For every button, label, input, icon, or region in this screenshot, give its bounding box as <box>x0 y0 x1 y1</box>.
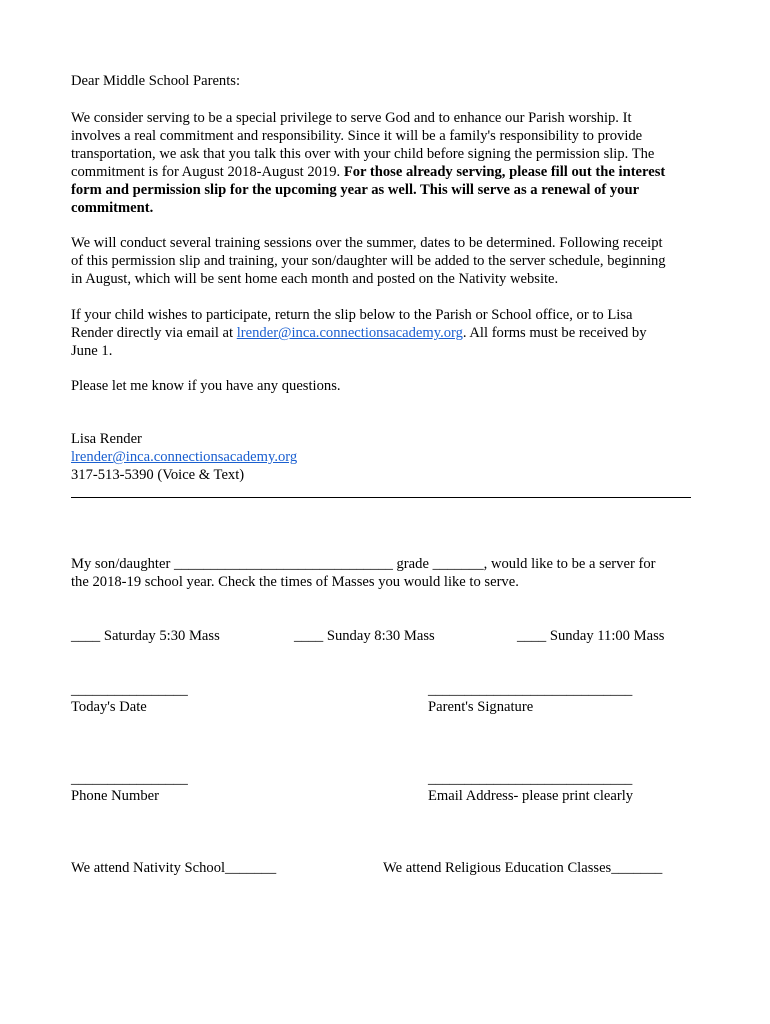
slip-intro-line-2: the 2018-19 school year. Check the times of Masses you would like to serve. <box>71 574 519 590</box>
mass-option-sunday-830[interactable]: ____ Sunday 8:30 Mass <box>294 628 435 644</box>
signer-name: Lisa Render <box>71 431 142 447</box>
paragraph-1-line-4 <box>71 163 665 181</box>
paragraph-1-line-2: involves a real commitment and responsibility. Since it will be a family's responsibility to provide <box>71 128 643 144</box>
slip-intro-line-1: My son/daughter ______________________________ grade _______, would like to be a server for <box>71 556 656 572</box>
deadline-text: . All forms must be received by <box>462 325 647 341</box>
commitment-dates: commitment is for August 2018-August 2019. <box>71 164 344 180</box>
paragraph-3-line-1: If your child wishes to participate, return the slip below to the Parish or School office, or to Lisa <box>71 307 633 323</box>
phone-number-blank[interactable]: ________________ <box>71 771 188 787</box>
signer-phone: 317-513-5390 (Voice & Text) <box>71 467 245 483</box>
renewal-note-part-2: form and permission slip for the upcoming year as well. This will serve as a renewal of your <box>71 182 640 198</box>
paragraph-3-line-2 <box>71 324 647 342</box>
renewal-note-part-3: commitment. <box>71 200 154 216</box>
email-intro-text: Render directly via email at <box>71 325 237 341</box>
paragraph-1-line-3: transportation, we ask that you talk this over with your child before signing the permission slip. The <box>71 146 655 162</box>
paragraph-2-line-1: We will conduct several training sessions over the summer, dates to be determined. Following receipt <box>71 235 663 251</box>
todays-date-blank[interactable]: ________________ <box>71 682 188 698</box>
email-address-label: Email Address- please print clearly <box>428 788 634 804</box>
paragraph-2-line-3: in August, which will be sent home each month and posted on the Nativity website. <box>71 271 559 287</box>
todays-date-label: Today's Date <box>71 699 147 715</box>
mass-option-saturday[interactable]: ____ Saturday 5:30 Mass <box>71 628 220 644</box>
renewal-note-part-1: For those already serving, please fill out the interest <box>343 164 666 180</box>
paragraph-2-line-2: of this permission slip and training, your son/daughter will be added to the server schedule, beginning <box>71 253 666 269</box>
paragraph-1-line-1: We consider serving to be a special privilege to serve God and to enhance our Parish worship. It <box>71 110 632 126</box>
paragraph-3-line-3: June 1. <box>71 343 113 359</box>
parents-signature-blank[interactable]: ____________________________ <box>428 682 633 698</box>
phone-number-label: Phone Number <box>71 788 159 804</box>
email-address-blank[interactable]: ____________________________ <box>428 771 633 787</box>
questions-line: Please let me know if you have any questions. <box>71 378 341 394</box>
email-link-inline[interactable]: lrender@inca.connectionsacademy.org <box>236 325 463 341</box>
parents-signature-label: Parent's Signature <box>428 699 534 715</box>
mass-option-sunday-1100[interactable]: ____ Sunday 11:00 Mass <box>517 628 665 644</box>
tear-off-divider <box>71 497 691 498</box>
salutation: Dear Middle School Parents: <box>71 73 241 89</box>
nativity-school-field[interactable]: We attend Nativity School_______ <box>71 860 277 876</box>
signer-email-link[interactable]: lrender@inca.connectionsacademy.org <box>71 449 298 465</box>
religious-education-field[interactable]: We attend Religious Education Classes_______ <box>383 860 663 876</box>
